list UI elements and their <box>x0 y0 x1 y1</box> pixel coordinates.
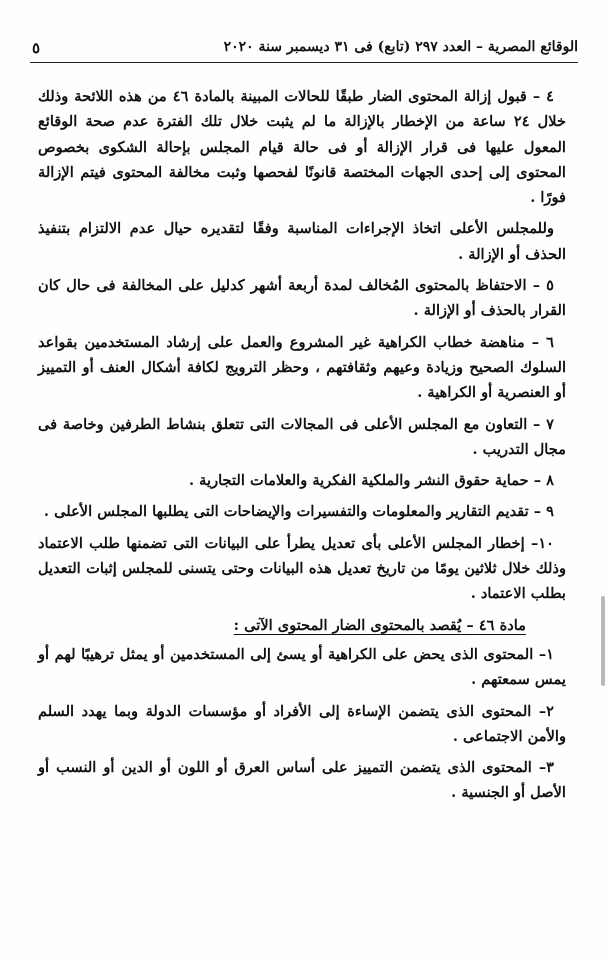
paragraph-item-8: ٨ – حماية حقوق النشر والملكية الفكرية والعلامات التجارية . <box>189 472 554 490</box>
article-item-3: ٣– المحتوى الذى يتضمن التمييز على أساس العرق أو اللون أو الدين أو النسب أو الأصل أو الجنسية . <box>38 759 566 802</box>
page-number: ٥ <box>32 39 41 57</box>
paragraph-item-10: ١٠– إخطار المجلس الأعلى بأى تعديل يطرأ على البيانات التى تضمنها طلب الاعتماد وذلك خلال ثلاثين يومًا من تاريخ تعديل هذه البيانات وحتى يتسنى للمجلس إثبات التعديل بطلب الاعتماد . <box>38 534 566 603</box>
article-item-2: ٢– المحتوى الذى يتضمن الإساءة إلى الأفراد أو مؤسسات الدولة وبما يهدد السلم والأمن الاجتماعى . <box>38 702 566 745</box>
paragraph-item-6: ٦ – مناهضة خطاب الكراهية غير المشروع والعمل على إرشاد المستخدمين بقواعد السلوك الصحيح وزيادة وعيهم وثقافتهم ، وحظر الترويج لكافة أشكال العنف أو التمييز أو العنصرية أو الكراهية . <box>38 333 566 402</box>
paragraph-item-4: ٤ – قبول إزالة المحتوى الضار طبقًا للحالات المبينة بالمادة ٤٦ من هذه اللائحة وذلك خلال ٢٤ ساعة من الإخطار بالإزالة ما لم يثبت خلال تلك الفترة عدم صحة الوقائع المعول عليها فى قرار الإزالة أو فى حالة قيام المجلس بإحالة الشكوى بخصوص المحتوى إلى إحدى الجهات المختصة قانونًا لفحصها وثبت مخالفة المحتوى فيتم الإزالة فورًا . <box>38 88 566 207</box>
scrollbar-thumb[interactable] <box>601 596 605 686</box>
page-header <box>30 36 578 63</box>
paragraph-item-5: ٥ – الاحتفاظ بالمحتوى المُخالف لمدة أربعة أشهر كدليل على المخالفة فى حال كان القرار بالحذف أو الإزالة . <box>38 277 566 320</box>
gazette-title: الوقائع المصرية – العدد ٢٩٧ (تابع) فى ٣١ ديسمبر سنة ٢٠٢٠ <box>223 39 578 55</box>
paragraph-item-9: ٩ – تقديم التقارير والمعلومات والتفسيرات والإيضاحات التى يطلبها المجلس الأعلى . <box>43 503 554 521</box>
paragraph-council-measures: وللمجلس الأعلى اتخاذ الإجراءات المناسبة وفقًا لتقديره حيال عدم الالتزام بتنفيذ الحذف أو الإزالة . <box>38 220 566 263</box>
document-body <box>38 84 566 812</box>
article-46-heading: مادة ٤٦ – يُقصد بالمحتوى الضار المحتوى الآتى : <box>233 616 526 634</box>
paragraph-item-7: ٧ – التعاون مع المجلس الأعلى فى المجالات التى تتعلق بنشاط الطرفين وخاصة فى مجال التدريب . <box>38 415 566 458</box>
article-item-1: ١– المحتوى الذى يحض على الكراهية أو يسئ إلى المستخدمين أو يمثل ترهيبًا لهم أو يمس سمعتهم . <box>38 645 566 689</box>
